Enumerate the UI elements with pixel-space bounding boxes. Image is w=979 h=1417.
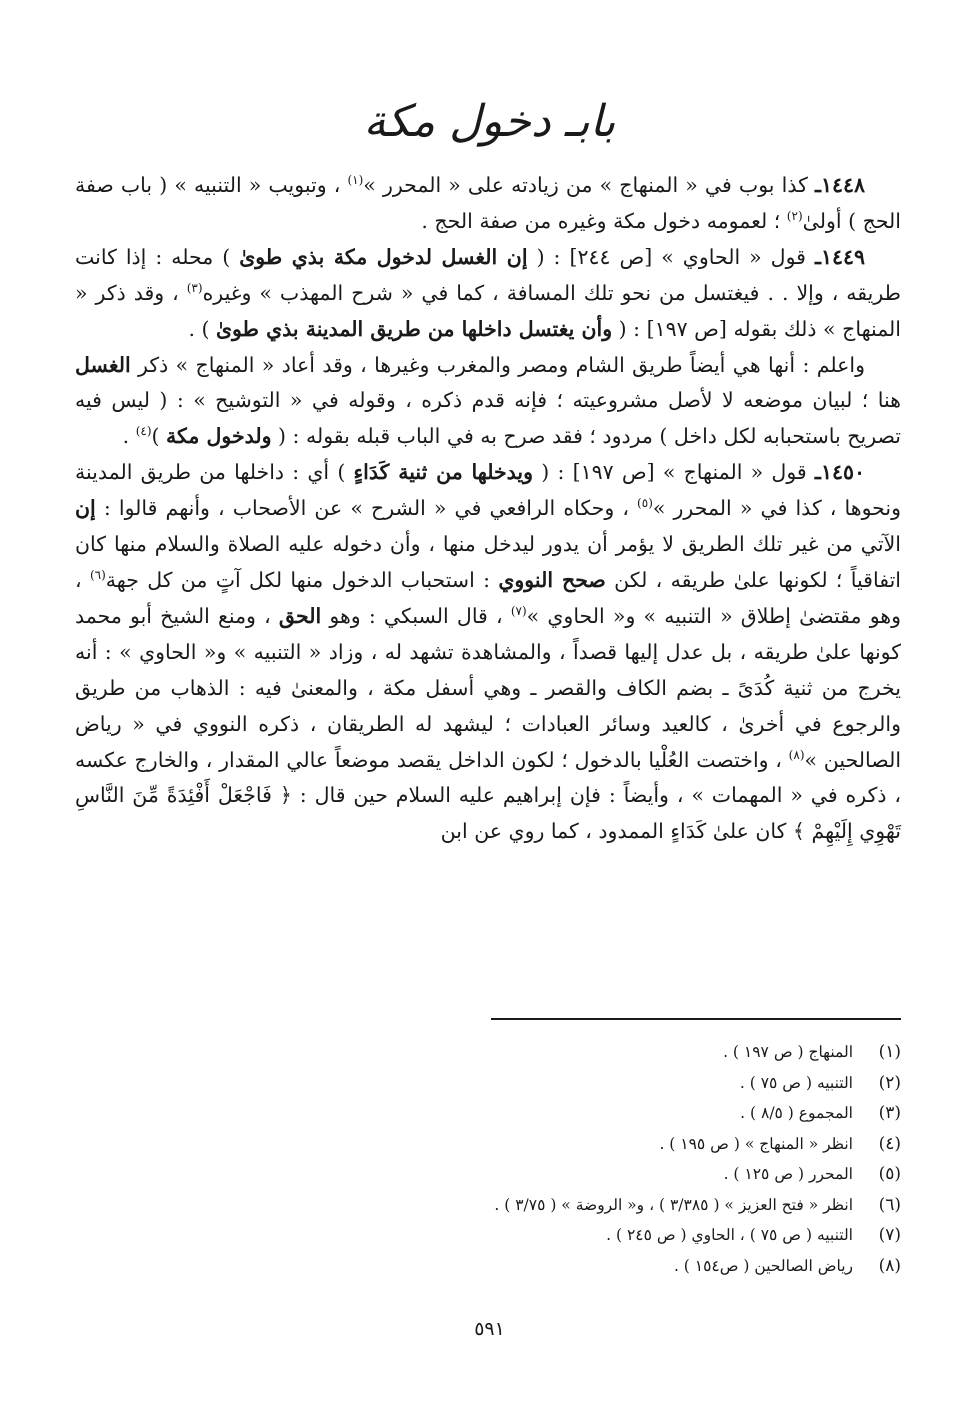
quoted-text: وأن يغتسل داخلها من طريق المدينة بذي طوىٰ bbox=[216, 316, 613, 341]
footnote-ref-1[interactable]: (١) bbox=[347, 173, 364, 188]
footnote-text: المجموع ( ٨/٥ ) . bbox=[740, 1104, 853, 1122]
text-run: قول « الحاوي » [ص ٢٤٤] : ( bbox=[527, 244, 815, 269]
footnote-number: (٣) bbox=[878, 1103, 901, 1123]
text-run: . bbox=[122, 424, 136, 449]
footnote-5 bbox=[75, 1159, 901, 1190]
footnote-text: التنبيه ( ص ٧٥ ) . bbox=[739, 1073, 853, 1092]
footnote-number: (٨) bbox=[878, 1255, 901, 1276]
footnote-ref-5[interactable]: (٥) bbox=[637, 496, 653, 511]
footnotes bbox=[75, 1037, 901, 1281]
footnote-4 bbox=[75, 1129, 901, 1160]
footnote-ref-3[interactable]: (٣) bbox=[186, 280, 203, 295]
text-run: ، وهو مقتضىٰ إطلاق « التنبيه » و« الحاوي » bbox=[75, 567, 901, 628]
footnote-number: (٦) bbox=[878, 1194, 901, 1215]
quoted-text: الحق bbox=[278, 603, 322, 628]
paragraph-1448 bbox=[75, 168, 901, 240]
paragraph-1450 bbox=[75, 455, 901, 850]
footnote-7 bbox=[75, 1220, 901, 1251]
text-run: واعلم : أنها هي أيضاً طريق الشام ومصر والمغرب وغيرها ، وقد أعاد « المنهاج » ذكر bbox=[130, 352, 865, 377]
main-text bbox=[75, 168, 901, 850]
footnote-text: التنبيه ( ص ٧٥ ) ، الحاوي ( ص ٢٤٥ ) . bbox=[606, 1226, 853, 1244]
page-number: ٥٩١ bbox=[474, 1318, 505, 1340]
text-run: الآتي من غير تلك الطريق لا يؤمر أن يدور ليدخل منها ، وأن دخوله عليه الصلاة والسلام منها كان اتفاقياً ؛ لكونها علىٰ طريقه ، لكن bbox=[75, 532, 901, 592]
issue-number: ١٤٤٩ـ bbox=[814, 244, 866, 269]
footnote-text: رياض الصالحين ( ص١٥٤ ) . bbox=[673, 1256, 853, 1275]
footnote-8 bbox=[75, 1251, 901, 1282]
text-run: ، وقد ذكر « المنهاج » ذلك بقوله [ص ١٩٧] : ( bbox=[75, 280, 901, 341]
text-run: ؛ لعمومه دخول مكة وغيره من صفة الحج . bbox=[421, 208, 787, 233]
footnote-ref-2[interactable]: (٢) bbox=[786, 209, 803, 224]
footnote-ref-6[interactable]: (٦) bbox=[89, 568, 106, 583]
footnote-6 bbox=[75, 1190, 901, 1221]
quoted-text: إن bbox=[75, 496, 96, 521]
text-run: قول « المنهاج » [ص ١٩٧] : ( bbox=[533, 460, 815, 485]
text-run: كذا بوب في « المنهاج » من زيادته على « المحرر » bbox=[363, 173, 815, 197]
footnote-number: (١) bbox=[878, 1042, 901, 1062]
quoted-text: صحح النووي bbox=[498, 567, 606, 592]
footnote-text: المنهاج ( ص ١٩٧ ) . bbox=[723, 1043, 853, 1061]
paragraph-1449 bbox=[75, 240, 901, 348]
footnote-ref-4[interactable]: (٤) bbox=[135, 424, 152, 439]
quoted-text: الغسل bbox=[75, 352, 131, 377]
text-run: ) أي : داخلها من طريق المدينة ونحوها ، كذا في « المحرر » bbox=[75, 460, 901, 521]
footnote-text: المحرر ( ص ١٢٥ ) . bbox=[723, 1165, 853, 1183]
text-run: ، وحكاه الرافعي في « الشرح » عن الأصحاب ، وأنهم قالوا : bbox=[95, 496, 638, 521]
text-run: ) محله : إذا كانت طريقه ، وإلا . . فيغتسل من نحو تلك المسافة ، كما في « شرح المهذب » وغيره bbox=[75, 244, 901, 305]
footnote-text: انظر « المنهاج » ( ص ١٩٥ ) . bbox=[659, 1134, 853, 1153]
text-run: هنا ؛ لبيان موضعه لا لأصل مشروعيته ؛ فإنه قدم ذكره ، وقوله في « التوشيح » : ( ليس فيه تصريح باستحبابه لكل داخل ) مردود ؛ فقد صرح به في الباب قبله بقوله : ( bbox=[75, 388, 901, 449]
issue-number: ١٤٤٨ـ bbox=[814, 173, 866, 197]
chapter-title: بابـ دخول مكة bbox=[363, 96, 616, 147]
text-run: ، قال السبكي : وهو bbox=[321, 603, 511, 628]
issue-number: ١٤٥٠ـ bbox=[814, 460, 865, 485]
text-run: ، ومنع الشيخ أبو محمد كونها علىٰ طريقه ، بل عدل إليها قصداً ، والمشاهدة تشهد له ، وزاد « التنبيه » و« الحاوي » : أنه يخرج من ثنية كُدَىً ـ بضم الكاف والقصر ـ وهي أسفل مكة ، والمعنىٰ فيه : الذهاب من طريق والرجوع في أخرىٰ ، كالعيد وسائر العبادات ؛ ليشهد له الطريقان ، ذكره النووي في « رياض الصالحين » bbox=[75, 603, 902, 772]
text-run: ) . bbox=[188, 316, 217, 341]
footnote-ref-7[interactable]: (٧) bbox=[510, 604, 527, 619]
text-run: ، وتبويب « التنبيه » ( باب صفة الحج ) أولىٰ bbox=[75, 173, 901, 233]
footnote-3 bbox=[75, 1098, 901, 1129]
text-run: ، واختصت العُلْيا بالدخول ؛ لكون الداخل يقصد موضعاً عالي المقدار ، والخارج عكسه ، ذكره في « المهمات » ، وأيضاً : فإن إبراهيم عليه السلام حين قال : ﴿ فَاجْعَلْ أَفْئِدَةً مِّنَ النَّاسِ تَهْوِي إِلَيْهِمْ ﴾ كان علىٰ كَدَاءٍ الممدود ، كما روي عن ابن bbox=[75, 747, 901, 844]
text-run: ) bbox=[151, 424, 167, 449]
quoted-text: ولدخول مكة bbox=[166, 424, 272, 449]
text-run: : استحباب الدخول منها لكل آتٍ من كل جهة bbox=[105, 567, 499, 592]
footnote-ref-8[interactable]: (٨) bbox=[788, 747, 805, 762]
footnote-divider bbox=[491, 1018, 901, 1020]
footnote-number: (٢) bbox=[878, 1072, 901, 1093]
footnote-text: انظر « فتح العزيز » ( ٣/٣٨٥ ) ، و« الروضة » ( ٣/٧٥ ) . bbox=[494, 1195, 853, 1214]
quoted-text: إن الغسل لدخول مكة بذي طوىٰ bbox=[239, 244, 528, 269]
quoted-text: ويدخلها من ثنية كَدَاءٍ bbox=[353, 460, 534, 485]
footnote-number: (٤) bbox=[878, 1133, 901, 1154]
footnote-number: (٧) bbox=[878, 1225, 901, 1245]
footnote-1 bbox=[75, 1037, 901, 1068]
paragraph-note bbox=[75, 348, 901, 456]
footnote-2 bbox=[75, 1068, 901, 1099]
footnote-number: (٥) bbox=[878, 1164, 901, 1184]
